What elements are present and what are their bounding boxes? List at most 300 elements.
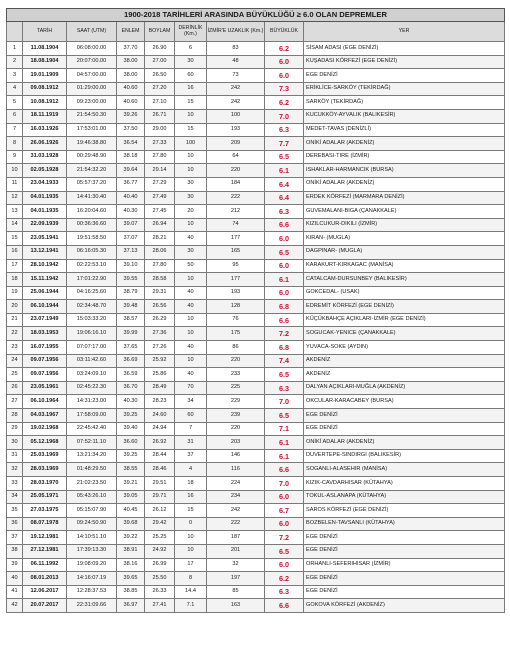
- date-cell: 28.10.1942: [23, 259, 67, 273]
- magnitude-cell: 6.0: [265, 558, 304, 572]
- date-cell: 26.06.1926: [23, 137, 67, 151]
- magnitude-cell: 6.3: [265, 381, 304, 395]
- table-row: [7, 205, 505, 219]
- magnitude-cell: 7.1: [265, 422, 304, 436]
- place-cell: OKCULAR-KARACABEY (BURSA): [304, 395, 505, 409]
- longitude-cell: 29.42: [145, 517, 175, 531]
- longitude-cell: 25.92: [145, 354, 175, 368]
- place-cell: TOKUL-ASLANAPA (KÜTAHYA): [304, 490, 505, 504]
- magnitude-cell: 6.6: [265, 313, 304, 327]
- place-cell: ORHANLI-SEFERIHISAR (İZMİR): [304, 558, 505, 572]
- table-body: [7, 42, 505, 613]
- magnitude-cell: 6.2: [265, 572, 304, 586]
- place-cell: AKDENİZ: [304, 368, 505, 382]
- distance-cell: 86: [207, 341, 265, 355]
- date-cell: 08.01.2013: [23, 572, 67, 586]
- table-row: [7, 286, 505, 300]
- time-cell: 04:16:25.60: [67, 286, 117, 300]
- date-cell: 11.08.1904: [23, 42, 67, 56]
- depth-cell: 50: [175, 259, 207, 273]
- depth-cell: 7: [175, 422, 207, 436]
- time-cell: 03:11:42.60: [67, 354, 117, 368]
- table-row: [7, 504, 505, 518]
- earthquake-table-container: [6, 8, 504, 613]
- place-cell: ERDEK KÖRFEZİ (MARMARA DENİZİ): [304, 191, 505, 205]
- table-row: [7, 517, 505, 531]
- distance-cell: 242: [207, 82, 265, 96]
- place-cell: KUCUKKÖY-AYVALIK (BALIKESİR): [304, 109, 505, 123]
- latitude-cell: 38.16: [117, 558, 145, 572]
- magnitude-cell: 7.0: [265, 395, 304, 409]
- latitude-cell: 39.65: [117, 572, 145, 586]
- table-row: [7, 381, 505, 395]
- table-row: [7, 150, 505, 164]
- place-cell: DALYAN AÇIKLARI-MUĞLA (AKDENİZ): [304, 381, 505, 395]
- longitude-cell: 27.49: [145, 191, 175, 205]
- depth-cell: 10: [175, 273, 207, 287]
- longitude-cell: 29.00: [145, 123, 175, 137]
- date-cell: 25.03.1969: [23, 449, 67, 463]
- row-number: 25: [7, 368, 23, 382]
- table-row: [7, 123, 505, 137]
- table-row: [7, 69, 505, 83]
- depth-cell: 40: [175, 232, 207, 246]
- row-number: 33: [7, 477, 23, 491]
- table-row: [7, 463, 505, 477]
- latitude-cell: 40.45: [117, 504, 145, 518]
- distance-cell: 76: [207, 313, 265, 327]
- date-cell: 23.04.1933: [23, 177, 67, 191]
- date-cell: 23.07.1949: [23, 313, 67, 327]
- place-cell: ISHAKLAR-HARMANCIK (BURSA): [304, 164, 505, 178]
- distance-cell: 234: [207, 490, 265, 504]
- time-cell: 01:48:29.50: [67, 463, 117, 477]
- magnitude-cell: 7.0: [265, 109, 304, 123]
- longitude-cell: 29.51: [145, 477, 175, 491]
- table-row: [7, 436, 505, 450]
- row-number: 11: [7, 177, 23, 191]
- longitude-cell: 28.06: [145, 245, 175, 259]
- distance-cell: 201: [207, 544, 265, 558]
- magnitude-cell: 6.1: [265, 436, 304, 450]
- magnitude-cell: 6.0: [265, 490, 304, 504]
- time-cell: 21:54:50.30: [67, 109, 117, 123]
- distance-cell: 229: [207, 395, 265, 409]
- distance-cell: 233: [207, 368, 265, 382]
- magnitude-cell: 6.6: [265, 463, 304, 477]
- row-number: 21: [7, 313, 23, 327]
- latitude-cell: 39.07: [117, 218, 145, 232]
- longitude-cell: 26.90: [145, 42, 175, 56]
- distance-cell: 163: [207, 599, 265, 613]
- place-cell: KIZIK-CAVDARHISAR (KÜTAHYA): [304, 477, 505, 491]
- depth-cell: 8: [175, 572, 207, 586]
- place-cell: EGE DENİZİ: [304, 409, 505, 423]
- depth-cell: 18: [175, 477, 207, 491]
- longitude-cell: 25.25: [145, 531, 175, 545]
- magnitude-cell: 6.2: [265, 96, 304, 110]
- col-header-magnitude: BÜYÜKLÜK: [265, 22, 304, 42]
- longitude-cell: 26.12: [145, 504, 175, 518]
- latitude-cell: 39.48: [117, 300, 145, 314]
- row-number: 26: [7, 381, 23, 395]
- place-cell: EGE DENİZİ: [304, 422, 505, 436]
- longitude-cell: 28.49: [145, 381, 175, 395]
- longitude-cell: 27.10: [145, 96, 175, 110]
- table-row: [7, 245, 505, 259]
- distance-cell: 64: [207, 150, 265, 164]
- date-cell: 27.03.1975: [23, 504, 67, 518]
- depth-cell: 10: [175, 354, 207, 368]
- depth-cell: 40: [175, 341, 207, 355]
- longitude-cell: 25.50: [145, 572, 175, 586]
- magnitude-cell: 6.0: [265, 259, 304, 273]
- latitude-cell: 37.07: [117, 232, 145, 246]
- table-title: 1900-2018 TARİHLERİ ARASINDA BÜYÜKLÜĞÜ ≥ 6.0 OLAN DEPREMLER: [7, 9, 505, 22]
- date-cell: 19.12.1981: [23, 531, 67, 545]
- place-cell: SOGANLI-ALASEHIR (MANİSA): [304, 463, 505, 477]
- place-cell: SİSAM ADASI (EGE DENİZİ): [304, 42, 505, 56]
- longitude-cell: 24.60: [145, 409, 175, 423]
- depth-cell: 40: [175, 300, 207, 314]
- table-row: [7, 422, 505, 436]
- place-cell: ERİKLİCE-SARKÖY (TEKİRDAĞ): [304, 82, 505, 96]
- distance-cell: 222: [207, 517, 265, 531]
- time-cell: 06:08:00.00: [67, 42, 117, 56]
- date-cell: 12.06.2017: [23, 585, 67, 599]
- date-cell: 06.10.1964: [23, 395, 67, 409]
- time-cell: 07:52:11.10: [67, 436, 117, 450]
- row-number: 36: [7, 517, 23, 531]
- latitude-cell: 36.70: [117, 381, 145, 395]
- table-row: [7, 490, 505, 504]
- place-cell: ONİKİ ADALAR (AKDENİZ): [304, 177, 505, 191]
- time-cell: 03:24:09.10: [67, 368, 117, 382]
- date-cell: 09.07.1956: [23, 368, 67, 382]
- depth-cell: 70: [175, 381, 207, 395]
- distance-cell: 100: [207, 109, 265, 123]
- date-cell: 13.12.1941: [23, 245, 67, 259]
- longitude-cell: 27.26: [145, 341, 175, 355]
- place-cell: MEDET-TAVAS (DENİZLİ): [304, 123, 505, 137]
- longitude-cell: 27.41: [145, 599, 175, 613]
- date-cell: 25.06.1944: [23, 286, 67, 300]
- col-header-lat: ENLEM: [117, 22, 145, 42]
- magnitude-cell: 6.2: [265, 42, 304, 56]
- row-number: 17: [7, 259, 23, 273]
- magnitude-cell: 6.4: [265, 177, 304, 191]
- time-cell: 19:06:16.10: [67, 327, 117, 341]
- distance-cell: 220: [207, 422, 265, 436]
- latitude-cell: 39.25: [117, 409, 145, 423]
- table-row: [7, 273, 505, 287]
- place-cell: KIZILCUKUR-DIKILI (İZMİR): [304, 218, 505, 232]
- latitude-cell: 40.30: [117, 205, 145, 219]
- depth-cell: 30: [175, 177, 207, 191]
- latitude-cell: 38.57: [117, 313, 145, 327]
- table-row: [7, 572, 505, 586]
- time-cell: 05:43:26.10: [67, 490, 117, 504]
- row-number: 8: [7, 137, 23, 151]
- place-cell: ONİKİ ADALAR (AKDENİZ): [304, 137, 505, 151]
- row-number: 34: [7, 490, 23, 504]
- col-header-depth: DERİNLİK (Km.): [175, 22, 207, 42]
- row-number: 13: [7, 205, 23, 219]
- time-cell: 04:57:00.00: [67, 69, 117, 83]
- date-cell: 05.12.1968: [23, 436, 67, 450]
- place-cell: SOGUCAK-YENICE (ÇANAKKALE): [304, 327, 505, 341]
- distance-cell: 146: [207, 449, 265, 463]
- time-cell: 01:29:00.00: [67, 82, 117, 96]
- distance-cell: 74: [207, 218, 265, 232]
- depth-cell: 10: [175, 327, 207, 341]
- distance-cell: 203: [207, 436, 265, 450]
- table-row: [7, 42, 505, 56]
- distance-cell: 220: [207, 354, 265, 368]
- row-number: 41: [7, 585, 23, 599]
- magnitude-cell: 6.0: [265, 69, 304, 83]
- depth-cell: 100: [175, 137, 207, 151]
- time-cell: 02:45:22.30: [67, 381, 117, 395]
- date-cell: 06.10.1944: [23, 300, 67, 314]
- date-cell: 18.03.1953: [23, 327, 67, 341]
- date-cell: 28.03.1969: [23, 463, 67, 477]
- time-cell: 12:28:37.53: [67, 585, 117, 599]
- table-row: [7, 313, 505, 327]
- latitude-cell: 40.60: [117, 82, 145, 96]
- latitude-cell: 36.77: [117, 177, 145, 191]
- distance-cell: 177: [207, 273, 265, 287]
- longitude-cell: 29.31: [145, 286, 175, 300]
- magnitude-cell: 7.3: [265, 82, 304, 96]
- depth-cell: 15: [175, 123, 207, 137]
- longitude-cell: 26.56: [145, 300, 175, 314]
- table-row: [7, 259, 505, 273]
- time-cell: 21:02:23.50: [67, 477, 117, 491]
- magnitude-cell: 6.0: [265, 286, 304, 300]
- depth-cell: 15: [175, 96, 207, 110]
- distance-cell: 220: [207, 164, 265, 178]
- longitude-cell: 29.71: [145, 490, 175, 504]
- time-cell: 14:10:51.10: [67, 531, 117, 545]
- depth-cell: 16: [175, 82, 207, 96]
- date-cell: 04.01.1935: [23, 191, 67, 205]
- magnitude-cell: 6.5: [265, 245, 304, 259]
- magnitude-cell: 7.2: [265, 327, 304, 341]
- table-row: [7, 218, 505, 232]
- longitude-cell: 27.33: [145, 137, 175, 151]
- distance-cell: 239: [207, 409, 265, 423]
- row-number: 32: [7, 463, 23, 477]
- row-number: 24: [7, 354, 23, 368]
- longitude-cell: 27.20: [145, 82, 175, 96]
- distance-cell: 222: [207, 191, 265, 205]
- table-row: [7, 395, 505, 409]
- depth-cell: 31: [175, 436, 207, 450]
- latitude-cell: 36.60: [117, 436, 145, 450]
- row-number: 20: [7, 300, 23, 314]
- date-cell: 10.08.1912: [23, 96, 67, 110]
- latitude-cell: 39.05: [117, 490, 145, 504]
- place-cell: EGE DENİZİ: [304, 585, 505, 599]
- latitude-cell: 39.26: [117, 109, 145, 123]
- depth-cell: 10: [175, 313, 207, 327]
- row-number: 39: [7, 558, 23, 572]
- date-cell: 04.03.1967: [23, 409, 67, 423]
- magnitude-cell: 6.0: [265, 55, 304, 69]
- magnitude-cell: 6.3: [265, 585, 304, 599]
- longitude-cell: 27.80: [145, 259, 175, 273]
- depth-cell: 10: [175, 531, 207, 545]
- distance-cell: 177: [207, 232, 265, 246]
- distance-cell: 175: [207, 327, 265, 341]
- depth-cell: 6: [175, 42, 207, 56]
- row-number: 4: [7, 82, 23, 96]
- depth-cell: 37: [175, 449, 207, 463]
- magnitude-cell: 7.2: [265, 531, 304, 545]
- place-cell: ONİKİ ADALAR (AKDENİZ): [304, 436, 505, 450]
- place-cell: GOKOVA KÖRFEZİ (AKDENİZ): [304, 599, 505, 613]
- magnitude-cell: 6.3: [265, 123, 304, 137]
- latitude-cell: 40.60: [117, 96, 145, 110]
- longitude-cell: 27.80: [145, 150, 175, 164]
- place-cell: EGE DENİZİ: [304, 544, 505, 558]
- row-number: 6: [7, 109, 23, 123]
- distance-cell: 116: [207, 463, 265, 477]
- table-row: [7, 82, 505, 96]
- table-row: [7, 177, 505, 191]
- time-cell: 14:16:07.19: [67, 572, 117, 586]
- date-cell: 31.03.1928: [23, 150, 67, 164]
- date-cell: 22.09.1939: [23, 218, 67, 232]
- date-cell: 27.12.1981: [23, 544, 67, 558]
- table-row: [7, 477, 505, 491]
- place-cell: KARAKURT-KIRKAGAC (MANİSA): [304, 259, 505, 273]
- table-row: [7, 449, 505, 463]
- table-row: [7, 232, 505, 246]
- magnitude-cell: 6.6: [265, 218, 304, 232]
- magnitude-cell: 6.5: [265, 150, 304, 164]
- longitude-cell: 26.33: [145, 585, 175, 599]
- time-cell: 17:58:09.00: [67, 409, 117, 423]
- distance-cell: 242: [207, 504, 265, 518]
- distance-cell: 73: [207, 69, 265, 83]
- place-cell: GOKCEDAL- (USAK): [304, 286, 505, 300]
- latitude-cell: 38.00: [117, 55, 145, 69]
- row-number: 10: [7, 164, 23, 178]
- col-header-distance: İZMİR'E UZAKLIK (Km.): [207, 22, 265, 42]
- table-row: [7, 96, 505, 110]
- row-number: 1: [7, 42, 23, 56]
- distance-cell: 242: [207, 96, 265, 110]
- time-cell: 19:46:38.80: [67, 137, 117, 151]
- latitude-cell: 39.99: [117, 327, 145, 341]
- depth-cell: 10: [175, 164, 207, 178]
- time-cell: 05:57:37.20: [67, 177, 117, 191]
- magnitude-cell: 6.3: [265, 205, 304, 219]
- place-cell: DAGPINAR- (MUGLA): [304, 245, 505, 259]
- magnitude-cell: 6.1: [265, 164, 304, 178]
- latitude-cell: 38.85: [117, 585, 145, 599]
- time-cell: 17:53:01.00: [67, 123, 117, 137]
- depth-cell: 60: [175, 69, 207, 83]
- depth-cell: 30: [175, 191, 207, 205]
- magnitude-cell: 6.5: [265, 409, 304, 423]
- depth-cell: 4: [175, 463, 207, 477]
- earthquake-table: [6, 8, 505, 613]
- distance-cell: 187: [207, 531, 265, 545]
- date-cell: 19.01.1909: [23, 69, 67, 83]
- col-header-place: YER: [304, 22, 505, 42]
- time-cell: 07:07:17.00: [67, 341, 117, 355]
- row-number: 2: [7, 55, 23, 69]
- distance-cell: 209: [207, 137, 265, 151]
- latitude-cell: 36.97: [117, 599, 145, 613]
- time-cell: 19:08:09.20: [67, 558, 117, 572]
- longitude-cell: 26.50: [145, 69, 175, 83]
- longitude-cell: 26.92: [145, 436, 175, 450]
- table-row: [7, 341, 505, 355]
- magnitude-cell: 6.8: [265, 341, 304, 355]
- table-row: [7, 164, 505, 178]
- date-cell: 06.11.1992: [23, 558, 67, 572]
- table-row: [7, 191, 505, 205]
- place-cell: EDREMİT KÖRFEZİ (EGE DENİZİ): [304, 300, 505, 314]
- latitude-cell: 38.00: [117, 69, 145, 83]
- longitude-cell: 29.14: [145, 164, 175, 178]
- latitude-cell: 39.25: [117, 449, 145, 463]
- row-number: 16: [7, 245, 23, 259]
- time-cell: 13:21:34.20: [67, 449, 117, 463]
- row-number: 42: [7, 599, 23, 613]
- depth-cell: 60: [175, 409, 207, 423]
- row-number: 12: [7, 191, 23, 205]
- latitude-cell: 37.65: [117, 341, 145, 355]
- table-row: [7, 409, 505, 423]
- depth-cell: 10: [175, 544, 207, 558]
- longitude-cell: 26.71: [145, 109, 175, 123]
- place-cell: SAROS KÖRFEZİ (EGE DENİZİ): [304, 504, 505, 518]
- longitude-cell: 27.36: [145, 327, 175, 341]
- longitude-cell: 24.94: [145, 422, 175, 436]
- time-cell: 19:51:58.50: [67, 232, 117, 246]
- longitude-cell: 28.21: [145, 232, 175, 246]
- place-cell: KÜÇÜKBAHÇE AÇIKLARI-İZMİR (EGE DENİZİ): [304, 313, 505, 327]
- col-header-date: TARİH: [23, 22, 67, 42]
- distance-cell: 85: [207, 585, 265, 599]
- longitude-cell: 27.45: [145, 205, 175, 219]
- row-number: 31: [7, 449, 23, 463]
- time-cell: 21:54:32.20: [67, 164, 117, 178]
- time-cell: 22:45:42.40: [67, 422, 117, 436]
- date-cell: 20.07.2017: [23, 599, 67, 613]
- date-cell: 23.05.1961: [23, 381, 67, 395]
- date-cell: 04.01.1935: [23, 205, 67, 219]
- time-cell: 16:20:04.60: [67, 205, 117, 219]
- magnitude-cell: 7.0: [265, 477, 304, 491]
- depth-cell: 40: [175, 368, 207, 382]
- time-cell: 22:31:09.66: [67, 599, 117, 613]
- longitude-cell: 28.44: [145, 449, 175, 463]
- latitude-cell: 40.30: [117, 395, 145, 409]
- latitude-cell: 40.40: [117, 191, 145, 205]
- magnitude-cell: 6.0: [265, 232, 304, 246]
- date-cell: 23.05.1941: [23, 232, 67, 246]
- date-cell: 16.03.1926: [23, 123, 67, 137]
- place-cell: YUVACA-SOKE (AYDIN): [304, 341, 505, 355]
- col-header-lon: BOYLAM: [145, 22, 175, 42]
- distance-cell: 197: [207, 572, 265, 586]
